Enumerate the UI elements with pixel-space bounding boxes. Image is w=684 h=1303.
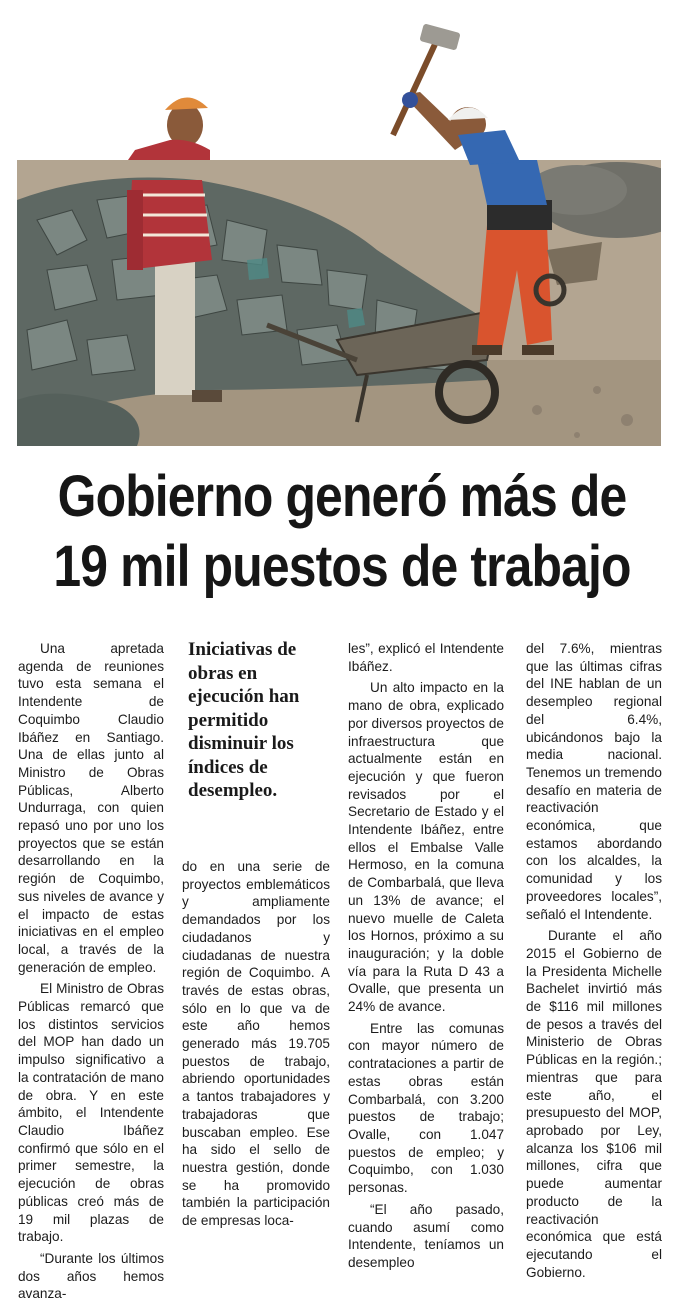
- pull-quote: Iniciativas de obras en ejecución han permitido disminuir los índices de desempleo.: [188, 639, 300, 801]
- article-column-4: [526, 640, 662, 1281]
- paragraph: Una apretada agenda de reuniones tuvo esta semana el Intendente de Coquimbo Claudio Ibáñez en Santiago. Una de ellas junto al Ministro de Obras Públicas, Alberto Undurraga, con quien repasó uno por uno los proyectos que se están desarrollando en la región de Coquimbo, sus niveles de avance y el impacto de estas iniciativas en el empleo local, a través de la generación de empleo.: [18, 641, 164, 975]
- headline-line-1: Gobierno generó más de: [57, 464, 627, 529]
- article-column-1: [18, 640, 164, 1303]
- paragraph: “Durante los últimos dos años hemos avanza-: [18, 1250, 164, 1302]
- paragraph: “El año pasado, cuando asumí como Intendente, teníamos un desempleo: [348, 1201, 504, 1270]
- article-column-3: [348, 640, 504, 1272]
- paragraph: Durante el año 2015 el Gobierno de la Presidenta Michelle Bachelet invirtió más de $116 mil millones de pesos a través del Ministerio de Obras Públicas en la región.; mientras que para este año, el presupuesto del MOP, aprobado por Ley, alcanza los $106 mil millones, cifra que puede aumentar producto de la reactivación económica que está ejecutando el Gobierno.: [526, 928, 662, 1280]
- paragraph: del 7.6%, mientras que las últimas cifras del INE hablan de un desempleo regional del 6.4%, ubicándonos bajo la media nacional. Tenemos un tremendo desafío en materia de reactivación económica, que estamos abordando con los alcaldes, la comunidad y los proveedores locales”, señaló el Intendente.: [526, 641, 662, 922]
- photo-scene: [17, 160, 661, 446]
- headline: [48, 462, 636, 602]
- paragraph: El Ministro de Obras Públicas remarcó que los distintos servicios del MOP han dado un impulso significativo a la contratación de mano de obra. Y en este ámbito, el Intendente Claudio Ibáñez confirmó que sólo en el primer semestre, la ejecución de obras públicas creó más de 19 mil plazas de trabajo.: [18, 981, 164, 1245]
- paragraph: les”, explicó el Intendente Ibáñez.: [348, 641, 504, 674]
- paragraph: Entre las comunas con mayor número de contrataciones a partir de estas obras están Combarbalá, con 3.200 puestos de trabajo; Ovalle, con 1.047 puestos de empleo; y Coquimbo, con 1.030 personas.: [348, 1020, 504, 1196]
- paragraph: do en una serie de proyectos emblemáticos y ampliamente demandados por los ciudadanos y ciudadanas de nuestra región de Coquimbo. A través de estas obras, sólo en lo que va de este año hemos generado más 19.705 puestos de trabajo, abriendo oportunidades a tantos trabajadores y trabajadoras que buscaban empleo. Ese ha sido el sello de nuestra gestión, donde se ha promovido también la participación de empresas loca-: [182, 859, 330, 1229]
- photo-overflow: [0, 0, 684, 170]
- paragraph: Un alto impacto en la mano de obra, explicado por diversos proyectos de infraestructura que actualmente están en ejecución y que fueron revisados por el Secretario de Estado y el Intendente Ibáñez, entre ellos el Embalse Valle Hermoso, en la comuna de Combarbalá, que lleva un 13% de avance; el nuevo muelle de Caleta los Hornos, próximo a su inauguración; y la doble vía para la Ruta D 43 a Ovalle, que presenta un 24% de avance.: [348, 680, 504, 1015]
- article-column-2: [182, 858, 330, 1230]
- article-photo: [17, 160, 661, 446]
- headline-line-2: 19 mil puestos de trabajo: [53, 534, 631, 599]
